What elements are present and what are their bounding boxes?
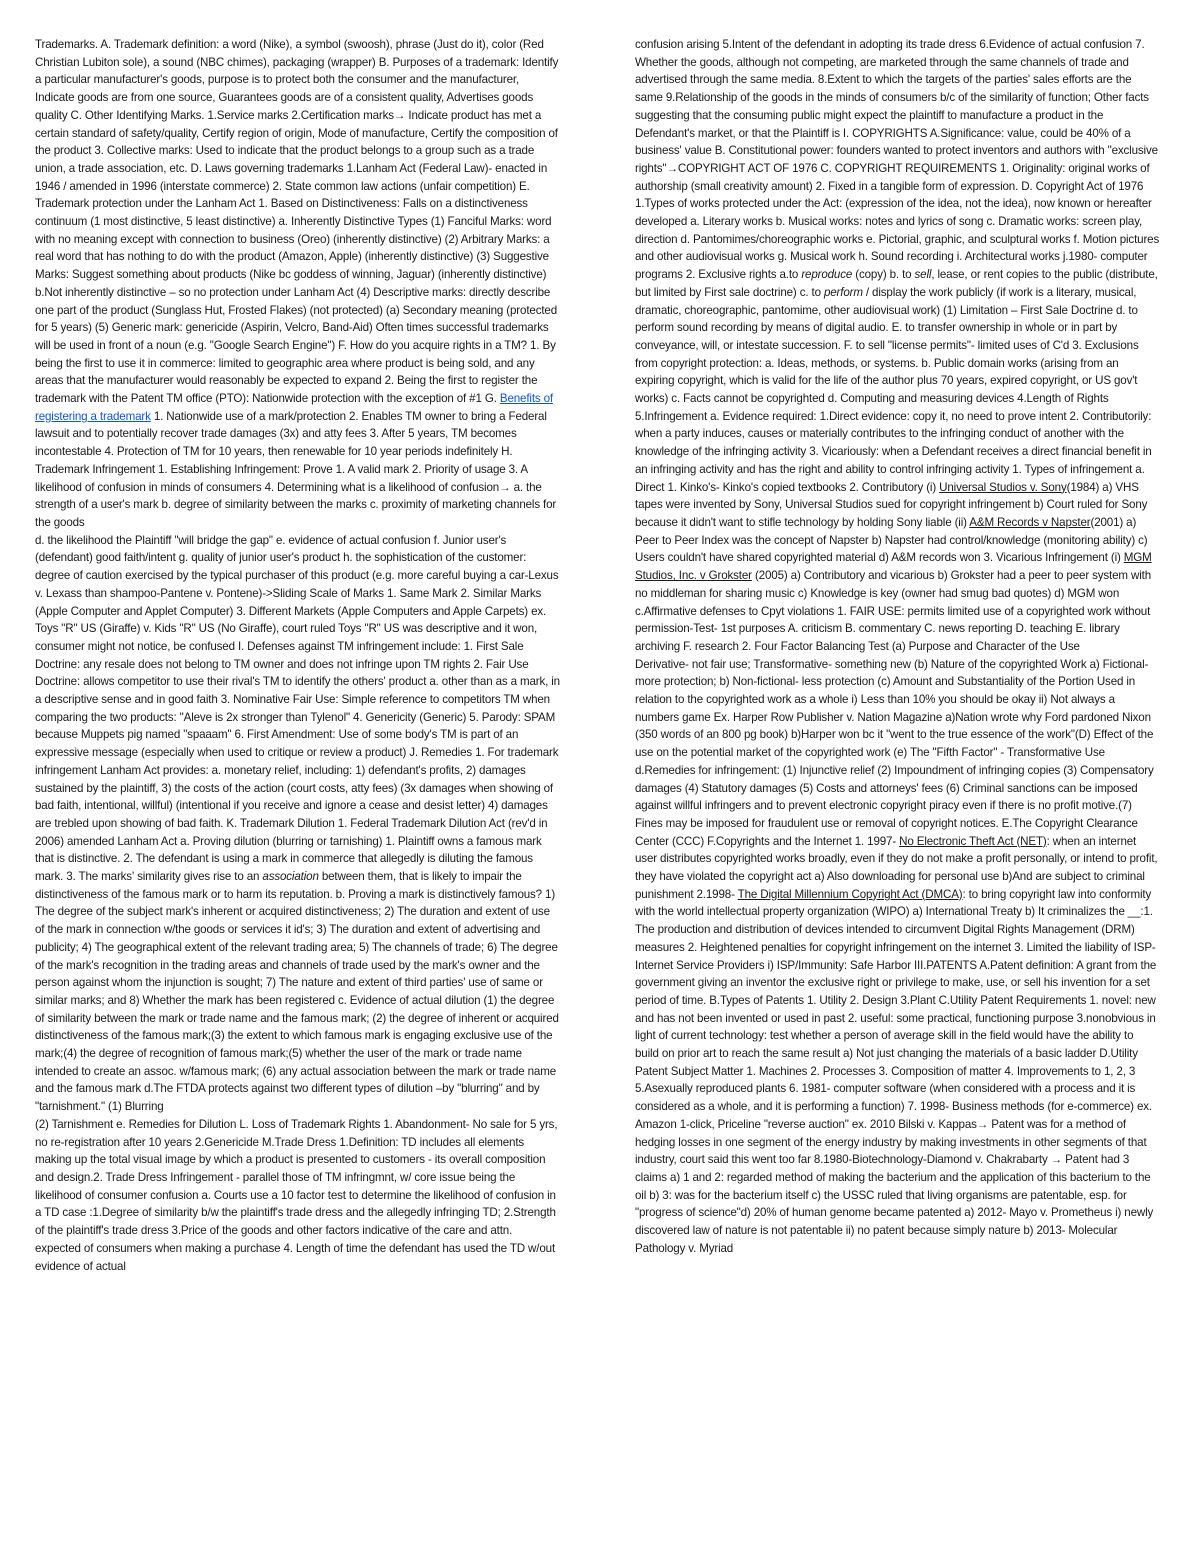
italic-term: perform bbox=[823, 285, 863, 299]
net-act-term: No Electronic Theft Act (NET) bbox=[899, 834, 1047, 848]
italic-term: sell bbox=[914, 268, 932, 282]
text-run: , lease, or rent copies to the public (distribute, but limited by First sale doctrine) c. to bbox=[635, 268, 1158, 299]
case-am-v-napster: A&M Records v Napster bbox=[969, 515, 1091, 529]
text-run: between them, that is likely to impair the distinctiveness of the famous mark or to harm its reputation. b. Proving a mark is distinctively famous? 1) The degree of the subject mark's inherent or acquired distinctiveness; 2) The duration and extent of use of the mark in connection w/the goods or services it id's; 3) The duration and extent of advertising and publicity; 4) The geographical extent of the relevant trading area; 5) The channels of trade; 6) The degree of the mark's recognition in the trading areas and channels of trade used by the mark's owner and the person against whom the injunction is sought; 7) The nature and extent of third parties' use of same or similar marks; and 8) Whether the mark has been registered c. Evidence of actual dilution (1) the degree of similarity between the mark or trade name and the famous mark; (2) the degree of inherent or acquired distinctiveness of the famous mark;(3) the extent to which famous mark is engaging exclusive use of the mark;(4) the degree of recognition of famous mark;(5) whether the user of the mark or trade name intended to create an assoc. w/famous mark; (6) any actual association between the mark or trade name and the famous mark d.The FTDA protects against two different types of dilution –by "blurring" and by "tarnishment." (1) Blurring bbox=[35, 870, 559, 1114]
fair-use-and-patents-section bbox=[635, 656, 1160, 1258]
trade-dress-section bbox=[35, 1116, 560, 1275]
text-run: d. the likelihood the Plaintiff "will bridge the gap" e. evidence of actual confusion f. Junior user's (defendant) good faith/intent g. quality of junior user's product h. the sophistication of the customer: degree of caution exercised by the typical purchaser of this product (e.g. more careful buying a car-Lexus v. Lexass than shampoo-Pantene v. Pontene)->Sliding Scale of Marks 1. Same Mark 2. Similar Marks (Apple Computer and Applet Computer) 3. Different Markets (Apple Computers and Apple Carpets) ex. Toys "R" US (Giraffe) v. Kids "R" US (No Giraffe), court ruled Toys "R" US was descriptive and it won, consumer might not notice, be confused I. Defenses against TM infringement include: 1. First Sale Doctrine: any resale does not belong to TM owner and does not infringe upon TM rights 2. Fair Use Doctrine: allows competitor to use their rival's TM to identify the others' product a. other than as a mark, in a descriptive sense and in good faith 3. Nominative Fair Use: Simple reference to competitors TM when comparing the two products: "Aleve is 2x stronger than Tylenol" 4. Genericity (Generic) 5. Parody: SPAM because Muppets pig named "spaaam" 6. First Amendment: Use of some body's TM is part of an expressive message (especially when used to critique or review a product) J. Remedies 1. For trademark infringement Lanham Act provides: a. monetary relief, including: 1) defendant's profits, 2) damages sustained by the plaintiff, 3) the costs of the action (court costs, atty fees) (3x damages when showing of bad faith, intentional, willful) (intentional if you receive and ignore a cease and desist letter) 4) damages are trebled upon showing of bad faith. K. Trademark Dilution 1. Federal Trademark Dilution Act (rev'd in 2006) amended Lanham Act a. Proving dilution (blurring or tarnishing) 1. Plaintiff owns a famous mark that is distinctive. 2. The defendant is using a mark in commerce that allegedly is diluting the famous mark. 3. The marks' similarity gives rise to an bbox=[35, 533, 560, 884]
italic-term: reproduce bbox=[801, 268, 853, 282]
text-run: / display the work publicly (if work is a literary, musical, dramatic, choreographic, pantomime, other audiovisual work) (1) Limitation – First Sale Doctrine d. to perform sound recording by means of digital audio. E. to transfer ownership in whole or in part by conveyance, will, or intestate succession. F. to sell "license permits"- limited uses of C'd 3. Exclusions from copyright protection: a. Ideas, methods, or systems. b. Public domain works (arising from an expiring copyright, which is valid for the life of the author plus 70 years, expired copyright, or US gov't works) c. Facts cannot be copyrighted d. Computing and measuring devices 4.Length of Rights 5.Infringement a. Evidence required: 1.Direct evidence: copy it, no need to prove intent 2. Contributorily: when a party induces, causes or materially contributes to the infringing conduct of another with the knowledge of the infringing activity 3. Vicariously: when a Defendant receives a direct financial benefit in an infringing activity and has the right and ability to control infringing activity 1. Types of infringement a. Direct 1. Kinko's- Kinko's copied textbooks 2. Contributory (i) bbox=[635, 285, 1152, 494]
likelihood-of-confusion-section bbox=[35, 532, 560, 1116]
text-run: (1984) a) VHS tapes were invented by Sony, Universal Studios sued for copyright infringement b) Court ruled for Sony because it didn't want to stifle technology by holding Sony liable (ii) bbox=[635, 480, 1148, 529]
text-run: (copy) b. to bbox=[852, 268, 915, 282]
case-mgm-v-grokster: MGM Studios, Inc. v Grokster bbox=[635, 551, 1152, 583]
text-run: : to bring copyright law into conformity with the world intellectual property organization (WIPO) a) International Treaty b) It criminalizes the __:1. The production and distribution of devices intended to circumvent Digital Rights Management (DRM) measures 2. Heightened penalties for copyright infringement on the internet 3. Limited the liability of ISP-Internet Service Providers i) ISP/Immunity: Safe Harbor III.PATENTS A.Patent definition: A grant from the government giving an inventor the exclusive right or privilege to make, use, or sell his invention for a set period of time. B.Types of Patents 1. Utility 2. Design 3.Plant C.Utility Patent Requirements 1. novel: new and has not been invented or used in past 2. useful: some practical, functioning purpose 3.nonobvious in light of current technology: test whether a person of average skill in the field would have the ability to build on prior art to reach the same result a) Not just changing the materials of a basic ladder D.Utility Patent Subject Matter 1. Machines 2. Processes 3. Composition of matter 4. Improvements to 1, 2, 3 5.Asexually reproduced plants 6. 1981- computer software (when considered with a process and it is considered as a whole, and it is performing a function) 7. 1998- Business methods (for e-commerce) ex. Amazon 1-click, Priceline "reverse auction" ex. 2010 Bilski v. Kappas→ Patent was for a method of hedging losses in one segment of the energy industry by making investments in other segments of that industry, court said this went too far 8.1980-Biotechnology-Diamond v. Chakrabarty → Patent had 3 claims a) 1 and 2: regarded method of making the bacterium and the application of this bacterium to the oil b) 3: was for the bacterium itself c) the USSC ruled that living organisms are patentable, esp. for "progress of science"d) 20% of human genome became patented a) 2012- Mayo v. Prometheus i) newly discovered law of nature is not patentable ii) no patent because simply nature b) 2013- Molecular Pathology v. Myriad bbox=[635, 887, 1157, 1255]
text-run: confusion arising 5.Intent of the defendant in adopting its trade dress 6.Evidence of actual confusion 7. Whether the goods, although not competing, are marketed through the same channels of trade and advertised through the same media. 8.Extent to which the targets of the parties' sales efforts are the same 9.Relationship of the goods in the minds of consumers b/c of the similarity of function; Other facts suggesting that the consuming public might expect the plaintiff to manufacture a product in the Defendant's market, or that the Plaintiff is I. COPYRIGHTS A.Significance: value, could be 40% of a business' value B. Constitutional power: founders wanted to protect inventors and authors with "exclusive rights"→COPYRIGHT ACT OF 1976 C. COPYRIGHT REQUIREMENTS 1. Originality: original works of authorship (small creativity amount) 2. Fixed in a tangible form of expression. D. Copyright Act of 1976 1.Types of works protected under the Act: (expression of the idea, not the idea), now known or hereafter developed a. Literary works b. Musical works: notes and lyrics of song c. Dramatic works: screen play, direction d. Pantomimes/choreographic works e. Pictorial, graphic, and sculptural works f. Motion pictures and other audiovisual works g. Musical work h. Sound recording i. Architectural works j.1980- computer programs 2. Exclusive rights a.to bbox=[635, 38, 1160, 282]
text-run: Trademarks. A. Trademark definition: a word (Nike), a symbol (swoosh), phrase (Just do it), color (Red Christian Lubiton sole), a sound (NBC chimes), packaging (wrapper) B. Purposes of a trademark: Identify a particular manufacturer's goods, purpose is to protect both the consumer and the manufacturer, Indicate goods are from one source, Guarantees goods are of a consistent quality, Advertises goods quality C. Other Identifying Marks. 1.Service marks 2.Certification marks→ Indicate product has met a certain standard of safety/quality, Certify region of origin, Mode of manufacture, Certify the composition of the product 3. Collective marks: Used to indicate that the product belongs to a group such as a trade union, a trade association, etc. D. Laws governing trademarks 1.Lanham Act (Federal Law)- enacted in 1946 / amended in 1996 (interstate commerce) 2. State common law actions (unfair competition) E. Trademark protection under the Lanham Act 1. Based on Distinctiveness: Falls on a distinctiveness continuum (1 most distinctive, 5 least distinctive) a. Inherently Distinctive Types (1) Fanciful Marks: word with no meaning except with connection to business (Oreo) (inherently distinctive) (2) Arbitrary Marks: a real word that has nothing to do with the product (Amazon, Apple) (inherently distinctive) (3) Suggestive Marks: Suggest something about products (Nike bc goddess of winning, Jaguar) (inherently distinctive) b.Not inherently distinctive – so no protection under Lanham Act (4) Descriptive marks: directly describe one part of the product (Sunglass Hut, Frosted Flakes) (not protected) (a) Secondary meaning (protected for 5 years) (5) Generic mark: genericide (Aspirin, Velcro, Band-Aid) Often times successful trademarks will be used in front of a noun (e.g. "Google Search Engine") F. How do you acquire rights in a TM? 1. By being the first to use it in commerce: limited to geographic area where product is being sold, and any areas that the manufacturer would reasonably be expected to expand 2. Being the first to register the trademark with the Patent TM office (PTO): Nationwide protection with the exception of #1 G. bbox=[35, 38, 559, 406]
case-universal-v-sony: Universal Studios v. Sony bbox=[939, 480, 1067, 494]
text-run: (2) Tarnishment e. Remedies for Dilution L. Loss of Trademark Rights 1. Abandonment- No sale for 5 yrs, no re-registration after 10 years 2.Genericide M.Trade Dress 1.Definition: TD includes all elements making up the total visual image by which a product is presented to customers - its overall composition and design.2. Trade Dress Infringement - parallel those of TM infringmnt, w/ core issue being the likelihood of consumer confusion a. Courts use a 10 factor test to determine the likelihood of confusion in a TD case :1.Degree of similarity b/w the plaintiff's trade dress and the allegedly infringing TD; 2.Strength of the plaintiff's trade dress 3.Price of the goods and other factors indicative of the care and attn. expected of consumers when making a purchase 4. Length of time the defendant has used the TD w/out evidence of actual bbox=[35, 1117, 558, 1273]
text-run: : when an internet user distributes copyrighted works broadly, even if they do not make a profit personally, or intend to profit, they have violated the copyright act a) Also downloading for personal use b)And are subject to criminal punishment 2.1998- bbox=[635, 834, 1158, 901]
right-column bbox=[635, 36, 1160, 1258]
text-run: (2005) a) Contributory and vicarious b) Grokster had a peer to peer system with no middleman for sharing music c) Knowledge is key (owner had smug bad quotes) d) MGM won c.Affirmative defenses to Cpyt violations 1. FAIR USE: permits limited use of a copyrighted work without permission-Test- 1st purposes A. criticism B. commentary C. news reporting D. teaching E. library archiving F. research 2. Four Factor Balancing Test (a) Purpose and Character of the Use bbox=[635, 569, 1152, 653]
benefits-of-registering-link[interactable]: Benefits of registering a trademark bbox=[35, 392, 553, 423]
copyrights-section bbox=[635, 36, 1160, 656]
text-run: 1. Nationwide use of a mark/protection 2. Enables TM owner to bring a Federal lawsuit and to potentially recover trade damages (3x) and atty fees 3. After 5 years, TM becomes incontestable 4. Protection of TM for 10 years, then renewable for 10 year periods indefinitely H. Trademark Infringement 1. Establishing Infringement: Prove 1. A valid mark 2. Priority of usage 3. A likelihood of confusion in minds of consumers 4. Determining what is a likelihood of confusion→ a. the strength of a user's mark b. degree of similarity between the marks c. proximity of marketing channels for the goods bbox=[35, 409, 557, 529]
italic-term: association bbox=[262, 870, 319, 884]
left-column bbox=[35, 36, 560, 1275]
text-run: (2001) a) Peer to Peer Index was the concept of Napster b) Napster had control/knowledge (monitoring ability) c) Users couldn't have shared copyrighted material d) A&M records won 3. Vicarious Infringement (i) bbox=[635, 515, 1148, 565]
dmca-term: The Digital Millennium Copyright Act (DMCA) bbox=[737, 887, 963, 901]
trademarks-section bbox=[35, 36, 560, 532]
text-run: Derivative- not fair use; Transformative- something new (b) Nature of the copyrighted Work a) Fictional- more protection; b) Non-fictional- less protection (c) Amount and Substantiality of the Portion Used in relation to the copyrighted work as a whole i) Less than 10% you should be okay ii) Not always a numbers game Ex. Harper Row Publisher v. Nation Magazine a)Nation wrote why Ford pardoned Nixon (350 words of an 800 pg book) b)Harper won bc it "went to the true essence of the work"(D) Effect of the use on the potential market of the copyrighted work (e) The "Fifth Factor" - Transformative Use d.Remedies for infringement: (1) Injunctive relief (2) Impoundment of infringing copies (3) Compensatory damages (4) Statutory damages (5) Costs and attorneys' fees (6) Criminal sanctions can be imposed against willful infringers and to prevent electronic copyright piracy even if there is no profit motive.(7) Fines may be imposed for fraudulent use or removal of copyright notices. E.The Copyright Clearance Center (CCC) F.Copyrights and the Internet 1. 1997- bbox=[635, 657, 1154, 848]
